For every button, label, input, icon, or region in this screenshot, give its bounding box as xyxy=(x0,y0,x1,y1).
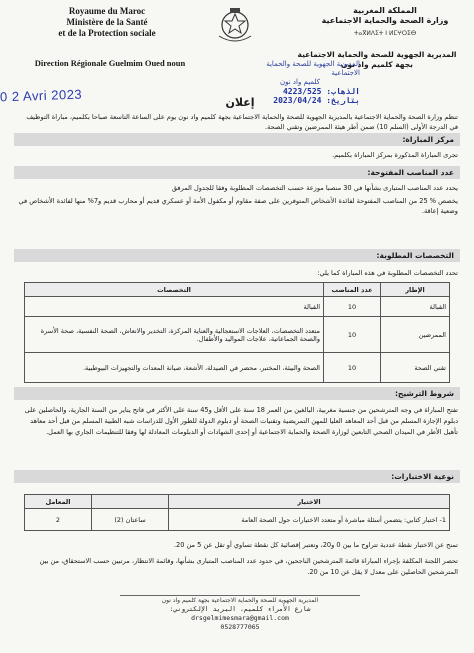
table-row xyxy=(25,509,450,531)
section-title-conditions: شروط الترشيح: xyxy=(394,389,454,398)
specialties-table xyxy=(24,282,450,383)
section-band-specialties xyxy=(14,249,460,262)
table-header-row xyxy=(25,495,450,509)
table-header: المعامل xyxy=(25,495,92,509)
header-ar-line-2: وزارة الصحة والحماية الاجتماعية xyxy=(321,16,449,25)
table-cell: 10 xyxy=(324,297,381,317)
table-header: عدد المناصب xyxy=(324,283,381,297)
royal-seal-icon xyxy=(213,6,257,44)
footer-line-2: شارع الأمراء كلميم، البريد الإلكتروني: drsgelmimesmara@gmail.com xyxy=(169,605,311,622)
posts-text-2: يخصص % 25 من المناصب المفتوحة لفائدة الأشخاص المتوفرين على صفة مقاوم أو مكفول الأمة أو عسكري قديم أو محارب قديم و7% منها لفائدة الأشخاص في وضعية إعاقة. xyxy=(18,197,458,215)
table-cell: الصحة والبيئة، المختبر، محضر في الصيدلة، الأشعة، صيانة المعدات والتجهيزات البيوطبية. xyxy=(25,353,324,383)
footer-line-1: المديرية الجهوية للصحة والحماية الاجتماعية بجهة كلميم واد نون xyxy=(161,597,319,604)
section-band-conditions xyxy=(14,387,460,400)
section-title-posts: عدد المناصب المفتوحة: xyxy=(367,168,454,177)
header-fr-line-2: Ministère de la Santé xyxy=(66,17,148,27)
table-cell: 2 xyxy=(25,509,92,531)
registration-stamp xyxy=(240,60,360,105)
stamp-number: الذهاب: 4223/525 xyxy=(282,87,360,96)
header-tifinagh: ⵜⴰⴳⵍⴷⵉⵜ ⵏ ⵍⵎⵖⵔⵉⴱ xyxy=(353,30,417,37)
intro-paragraph: تنظم وزارة الصحة والحماية الاجتماعية بالمديرية الجهوية للصحة والحماية الاجتماعية بجهة كلميم واد نون يوم على الساعة التاسعة صباحا بكلميم، مباراة التوظيف في الدرجة الأولى (السلم 10) ضمن أطر هيئة الممرضين وتقني الصحة. xyxy=(26,113,458,131)
table-header: الاختبار xyxy=(169,495,450,509)
table-cell: متعدد التخصصات، العلاجات الاستعجالية والعناية المركزة، التخدير والانعاش، الصحة النفسية، صحة الأسرة والصحة الجماعاتية، علاجات المواليد والأطفال. xyxy=(25,317,324,353)
header-arabic xyxy=(310,6,460,26)
stamp-date: بتاريخ: 2023/04/24 xyxy=(273,96,360,105)
posts-text-1: يحدد عدد المناصب المتبارى بشأنها في 30 منصبا موزعة حسب التخصصات المطلوبة وفقا للجدول المرفق xyxy=(171,184,458,192)
section-title-center: مركز المباراة: xyxy=(402,135,454,144)
stamp-line-1: المديرية الجهوية للصحة والحماية الاجتماعية xyxy=(266,60,360,77)
table-row xyxy=(25,353,450,383)
direction-arabic: المديرية الجهوية للصحة والحماية الاجتماعية بجهة كلميم واد نون xyxy=(297,50,457,69)
table-header: الإطار xyxy=(381,283,450,297)
header-ar-line-1: المملكة المغربية xyxy=(353,6,417,15)
center-text: تجرى المباراة المذكورة بمركز المباراة بكلميم. xyxy=(332,151,458,159)
closing-text-2: تحصر اللجنة المكلفة بإجراء المباراة قائمة المترشحين الناجحين، في حدود عدد المناصب المتبارى بشأنها، وقائمة الانتظار، مرتبين حسب الاستحقاق، من بين المترشحين الحاصلين على معدل لا يقل عن 10 من 20. xyxy=(39,557,458,576)
specialties-intro: تحدد التخصصات المطلوبة في هذه المباراة كما يلي: xyxy=(317,269,458,277)
table-header xyxy=(92,495,169,509)
section-title-exams: نوعية الاختبارات: xyxy=(391,472,454,481)
table-cell: 1- اختبار كتابي: يتضمن أسئلة مباشرة أو متعدد الاختيارات حول الصحة العامة xyxy=(169,509,450,531)
conditions-text: تفتح المباراة في وجه المترشحين من جنسية مغربية، البالغين من العمر 18 سنة على الأقل و45 سنة على الأكثر في فاتح يناير من السنة الجارية، والحاصلين على دبلوم الإجازة المسلم من قبل أحد المعاهد العليا للمهن التمريضية وتقنيات الصحة أو دبلوم الدولة للطور الأول للدراسات شبه الطبية المسلم من قبل أحد معاهد تأهيل الأطر في الميدان الصحي التابعين لوزارة الصحة والحماية الاجتماعية أو إحدى الشهادات أو الدبلومات المعادلة لها وفقا للتنظيمات الجاري بها العمل. xyxy=(24,406,458,436)
footer xyxy=(120,595,360,640)
section-band-exams xyxy=(14,470,460,483)
date-stamp: 0 2 Avri 2023 xyxy=(0,86,83,105)
table-header: التخصصات xyxy=(25,283,324,297)
table-cell: 10 xyxy=(324,317,381,353)
closing-text-1: تمنح عن الاختبار نقطة عددية تتراوح ما بين 0 و20، وتعتبر إقصائية كل نقطة تساوي أو تقل عن 5 من 20. xyxy=(173,541,458,549)
table-cell: تقني الصحة xyxy=(381,353,450,383)
page-title: إعلان xyxy=(225,96,255,109)
header-fr-line-1: Royaume du Maroc xyxy=(68,6,146,16)
table-cell: القبالة xyxy=(25,297,324,317)
section-title-specialties: التخصصات المطلوبة: xyxy=(376,251,454,260)
direction-french: Direction Régionale Guelmim Oued noun xyxy=(34,58,186,68)
footer-phone: 0528777065 xyxy=(220,623,260,631)
header-fr-line-3: et de la Protection sociale xyxy=(58,28,156,38)
table-header-row xyxy=(25,283,450,297)
table-cell: القبالة xyxy=(381,297,450,317)
table-row xyxy=(25,317,450,353)
table-row xyxy=(25,297,450,317)
section-band-posts xyxy=(14,166,460,179)
stamp-line-2: كلميم واد نون xyxy=(279,78,321,86)
table-cell: 10 xyxy=(324,353,381,383)
table-cell: الممرضين xyxy=(381,317,450,353)
section-band-center xyxy=(14,133,460,146)
exams-table xyxy=(24,494,450,531)
header-french xyxy=(22,6,192,39)
table-cell: ساعتان (2) xyxy=(92,509,169,531)
